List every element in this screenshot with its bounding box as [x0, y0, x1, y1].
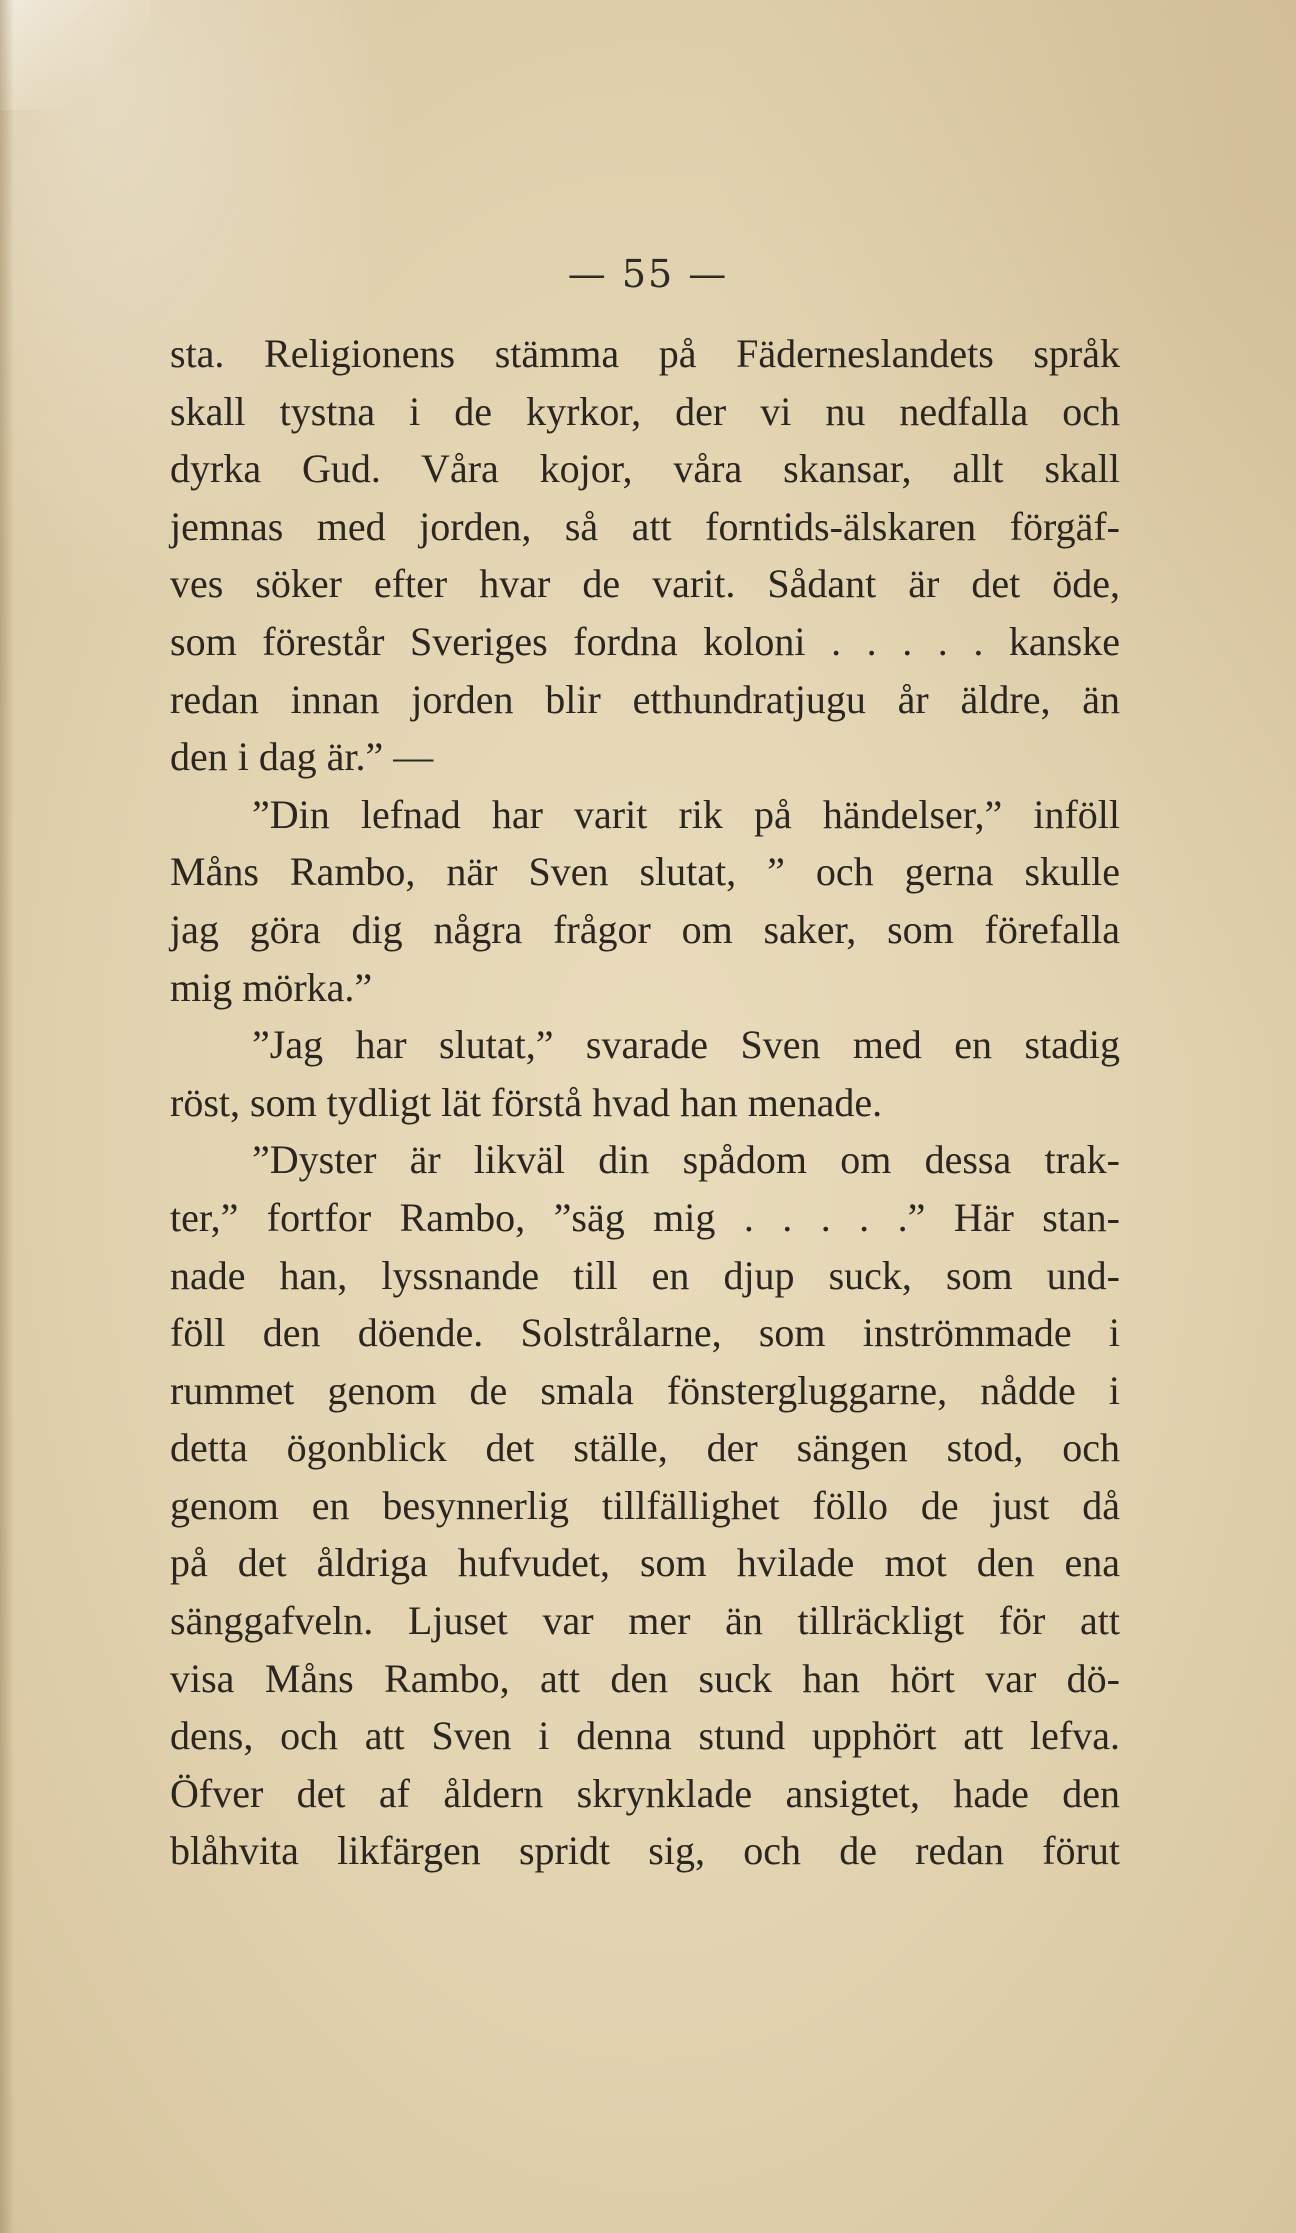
text-line: Öfver det af åldern skrynklade ansigtet, hade den: [170, 1770, 1120, 1816]
text-line: ”Dyster är likväl din spådom om dessa trak-: [252, 1137, 1120, 1183]
text-line: som förestår Sveriges fordna koloni . . . . . kanske: [170, 618, 1120, 664]
text-line: ”Jag har slutat,” svarade Sven med en stadig: [252, 1022, 1120, 1068]
text-line: ”Din lefnad har varit rik på händelser,” inföll: [252, 791, 1120, 837]
text-line: föll den döende. Solstrålarne, som inströmmade i: [170, 1310, 1120, 1356]
body-text: [170, 325, 1120, 1880]
text-line: röst, som tydligt lät förstå hvad han menade.: [170, 1079, 883, 1125]
text-line: Måns Rambo, när Sven slutat, ” och gerna skulle: [170, 849, 1120, 895]
text-line: blåhvita likfärgen spridt sig, och de redan förut: [170, 1828, 1120, 1874]
page-binding-shadow: [0, 0, 14, 2233]
text-line: nade han, lyssnande till en djup suck, som und-: [170, 1252, 1120, 1298]
text-line: den i dag är.” —: [170, 734, 434, 780]
text-line: redan innan jorden blir etthundratjugu år äldre, än: [170, 676, 1120, 722]
text-line: skall tystna i de kyrkor, der vi nu nedfalla och: [170, 388, 1120, 434]
text-line: på det åldriga hufvudet, som hvilade mot den ena: [170, 1540, 1120, 1586]
text-line: dyrka Gud. Våra kojor, våra skansar, allt skall: [170, 446, 1120, 492]
text-line: detta ögonblick det ställe, der sängen stod, och: [170, 1425, 1120, 1471]
text-line: ter,” fortfor Rambo, ”säg mig . . . . .” Här stan-: [170, 1194, 1120, 1240]
text-line: jag göra dig några frågor om saker, som förefalla: [170, 906, 1120, 952]
page-corner-fold: [0, 0, 150, 110]
text-line: sänggafveln. Ljuset var mer än tillräckligt för att: [170, 1598, 1120, 1644]
text-line: genom en besynnerlig tillfällighet föllo de just då: [170, 1482, 1120, 1528]
text-line: rummet genom de smala fönstergluggarne, nådde i: [170, 1367, 1120, 1413]
text-line: visa Måns Rambo, att den suck han hört var dö-: [170, 1655, 1120, 1701]
text-line: jemnas med jorden, så att forntids-älskaren förgäf-: [170, 503, 1120, 549]
text-line: ves söker efter hvar de varit. Sådant är det öde,: [170, 561, 1120, 607]
text-line: dens, och att Sven i denna stund upphört att lefva.: [170, 1713, 1120, 1759]
text-line: sta. Religionens stämma på Fäderneslandets språk: [170, 331, 1120, 376]
page-number: — 55 —: [567, 252, 729, 296]
text-line: mig mörka.”: [170, 964, 373, 1010]
